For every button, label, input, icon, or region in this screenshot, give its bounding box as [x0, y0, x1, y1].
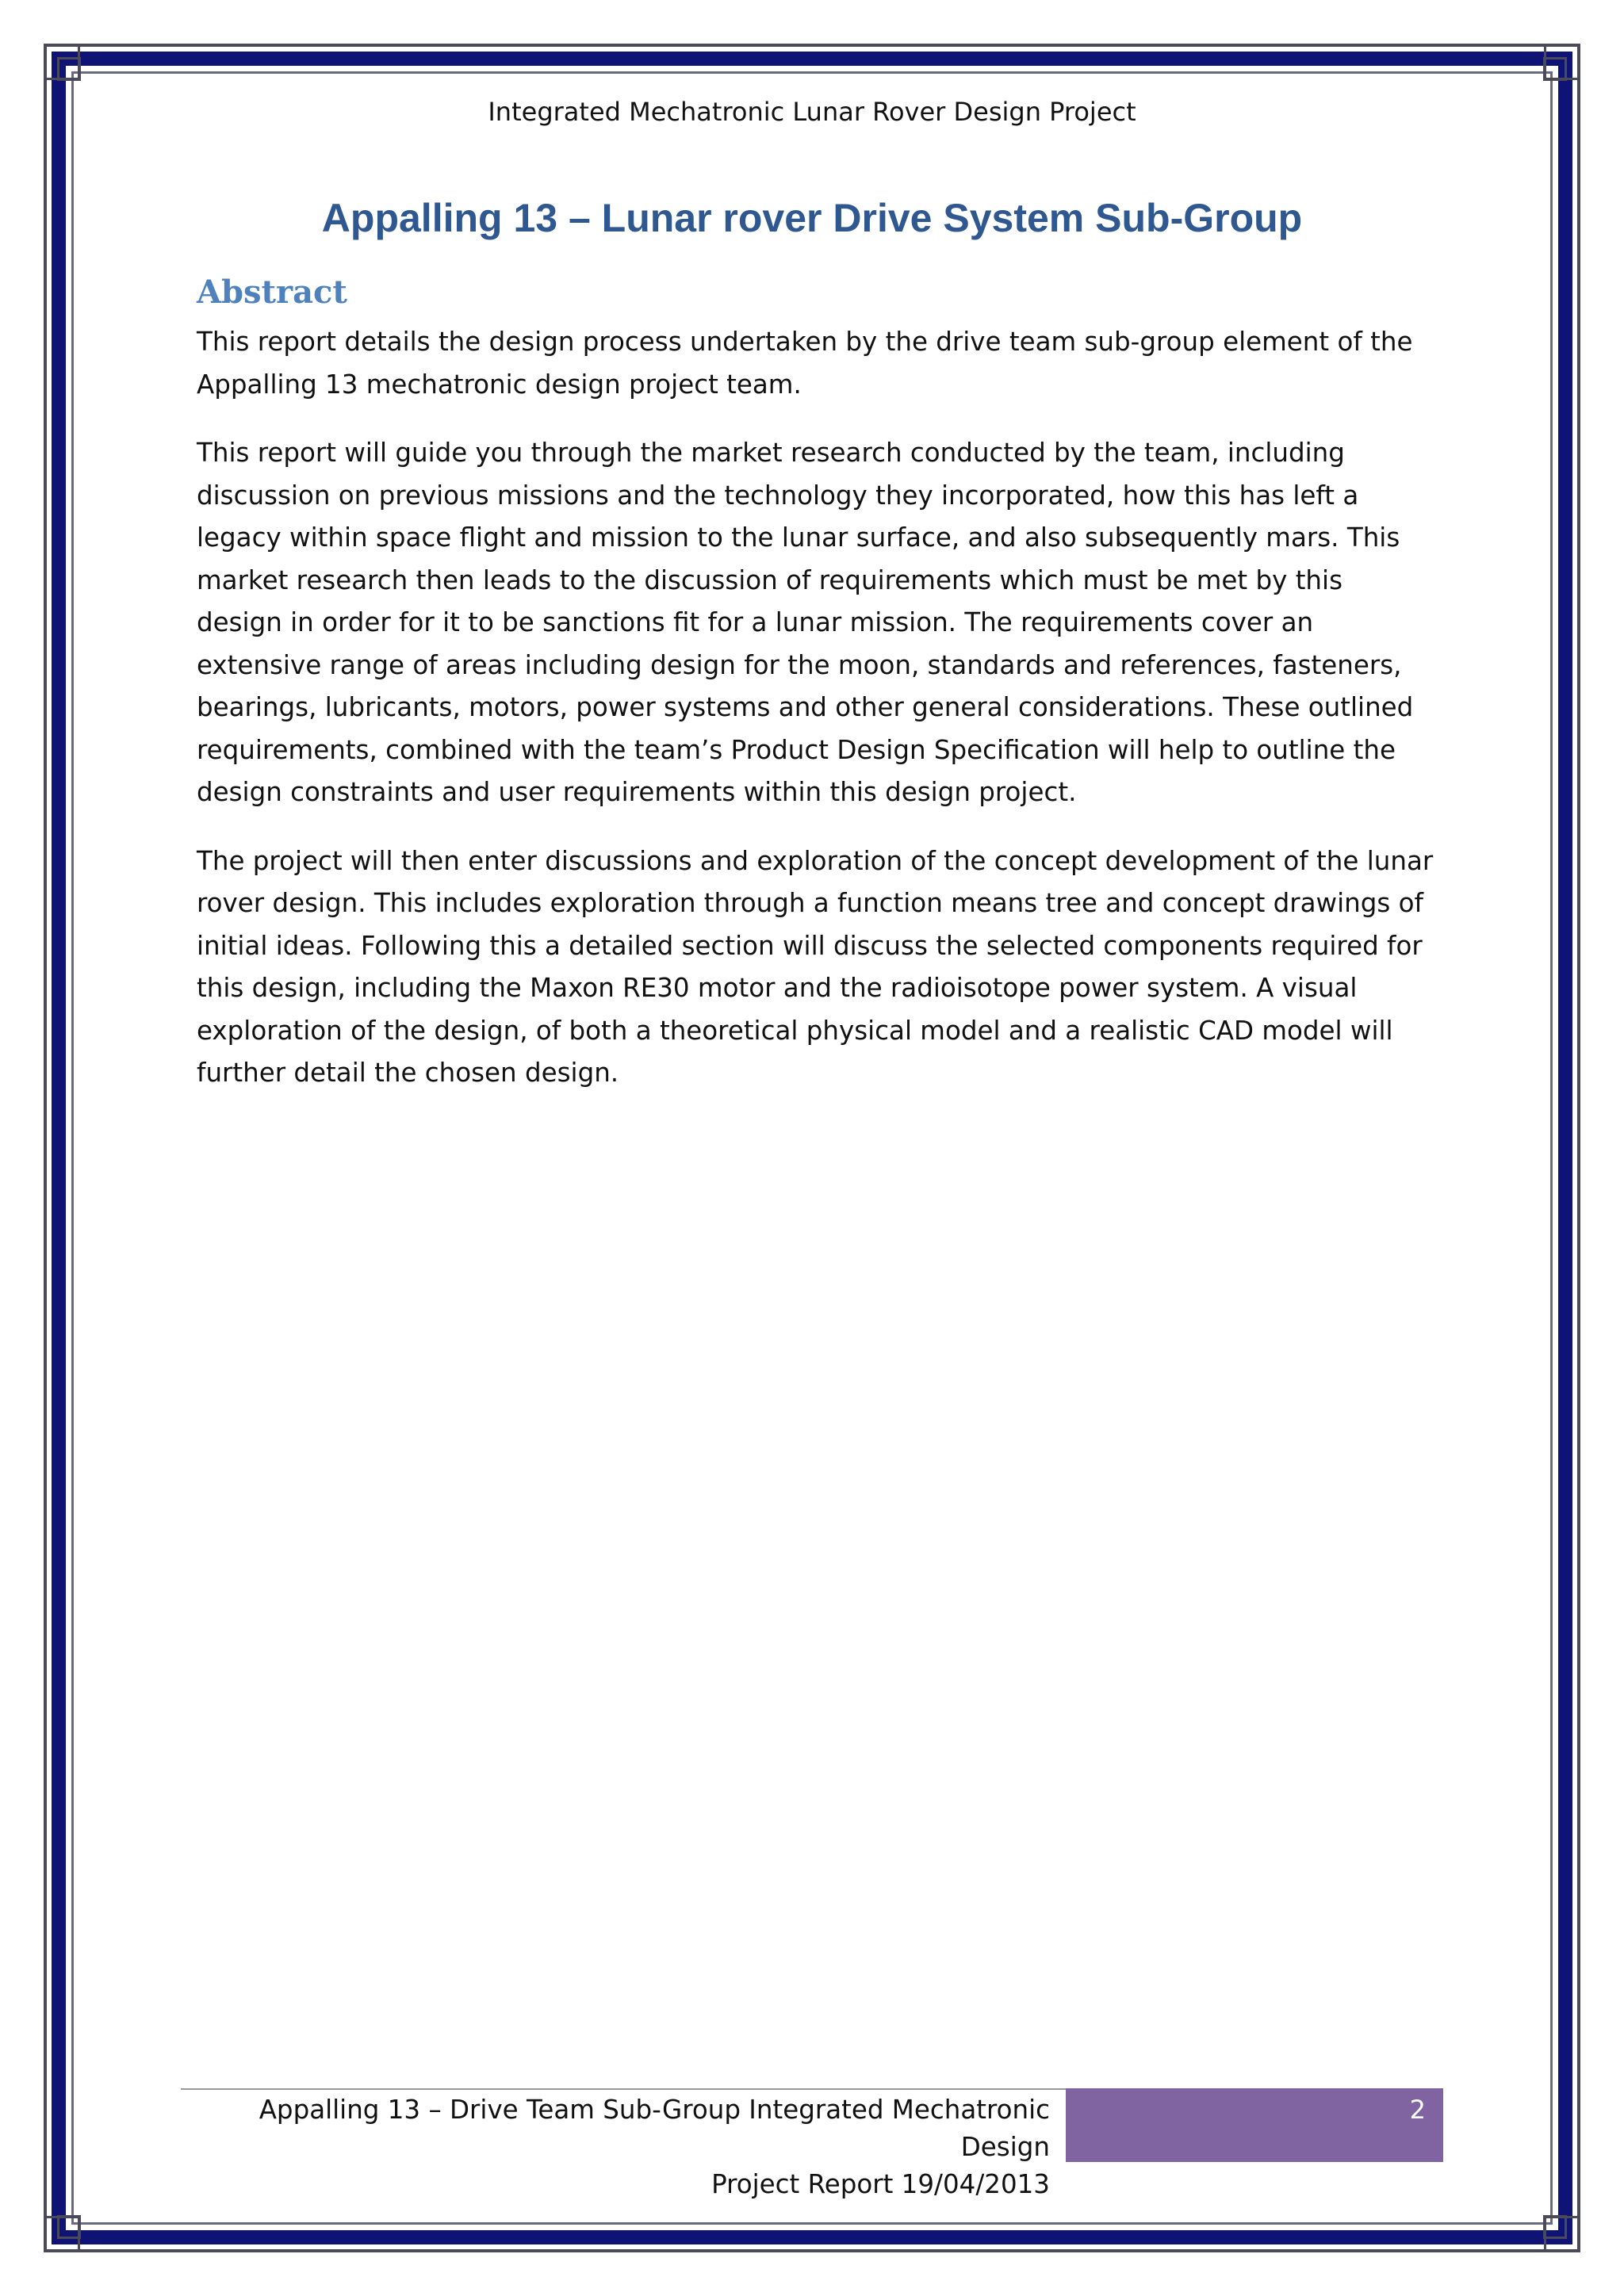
paragraph-3: The project will then enter discussions and exploration of the concept development of the lunar rover design. This includes exploration through a function means tree and concept drawings of initial ideas. Following this a detailed section will discuss the selected components required for this design, including the Maxon RE30 motor and the radioisotope power system. A visual exploration of the design, of both a theoretical physical model and a realistic CAD model will further detail the chosen design. [197, 845, 1434, 1088]
running-header: Integrated Mechatronic Lunar Rover Design Project [488, 97, 1136, 127]
page-number-box [1066, 2088, 1443, 2162]
page-number: 2 [1409, 2095, 1426, 2125]
paragraph-2: This report will guide you through the market research conducted by the team, including discussion on previous missions and the technology they incorporated, how this has left a legacy within space flight and mission to the lunar surface, and also subsequently mars. This market research then leads to the discussion of requirements which must be met by this design in order for it to be sanctions fit for a lunar mission. The requirements cover an extensive range of areas including design for the moon, standards and references, fasteners, bearings, lubricants, motors, power systems and other general considerations. These outlined requirements, combined with the team’s Product Design Specification will help to outline the design constraints and user requirements within this design project. [197, 438, 1414, 807]
footer-rule [181, 2088, 1066, 2090]
abstract-body [197, 321, 1434, 1121]
abstract-heading: Abstract [197, 274, 347, 311]
document-title: Appalling 13 – Lunar rover Drive System Sub-Group [321, 196, 1303, 240]
footer-line-1: Appalling 13 – Drive Team Sub-Group Integrated Mechatronic Design [259, 2095, 1050, 2162]
corner-square-top-left [57, 57, 81, 81]
paragraph-1: This report details the design process undertaken by the drive team sub-group element of the Appalling 13 mechatronic design project team. [197, 327, 1413, 400]
corner-square-bottom-right [1543, 2215, 1567, 2239]
footer-line-2: Project Report 19/04/2013 [711, 2169, 1050, 2199]
footer-text [181, 2091, 1050, 2203]
corner-square-top-right [1543, 57, 1567, 81]
corner-square-bottom-left [57, 2215, 81, 2239]
